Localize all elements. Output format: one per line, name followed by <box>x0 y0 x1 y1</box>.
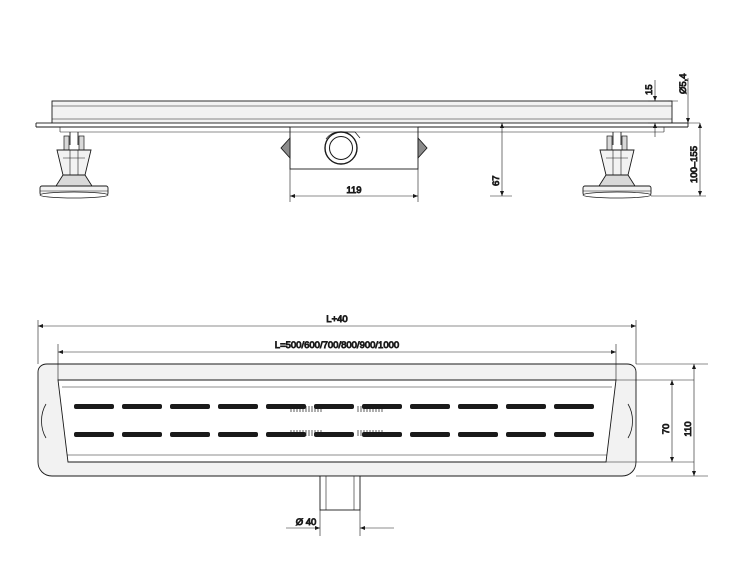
grate-slot <box>74 404 114 409</box>
dimension-label-110: 110 <box>683 421 694 437</box>
arrow-head <box>631 324 636 328</box>
grate-plate <box>58 380 616 462</box>
grate-slot <box>506 404 546 409</box>
housing-chamfer-right <box>418 138 427 158</box>
grate-slot <box>218 404 258 409</box>
grate-slot <box>458 404 498 409</box>
leg-right-bracket2 <box>622 136 627 150</box>
dimension-height-67 <box>490 123 512 196</box>
dimension-width-119 <box>290 169 418 202</box>
dimension-range-100-155 <box>651 123 706 196</box>
dimension-diameter-5-4 <box>678 73 690 123</box>
dimension-label-70: 70 <box>661 423 672 435</box>
arrow-head <box>692 364 696 369</box>
arrow-head <box>38 324 43 328</box>
arrow-head <box>653 123 657 128</box>
arrow-head <box>653 96 657 101</box>
grate-slot <box>218 432 258 437</box>
dimension-outlet-diameter <box>286 510 394 536</box>
support-leg-right <box>583 132 651 198</box>
grate-slot <box>122 404 162 409</box>
housing-chamfer-left <box>281 138 290 158</box>
dimension-label-15: 15 <box>644 84 655 95</box>
leg-left-bracket <box>64 136 69 150</box>
dimension-label-outlet-diameter: Ø 40 <box>295 517 317 528</box>
arrow-head <box>692 471 696 476</box>
arrow-head <box>698 191 702 196</box>
dimension-label-67: 67 <box>491 175 502 186</box>
leg-right-body <box>600 150 634 175</box>
grate-slot <box>410 404 450 409</box>
arrow-head <box>58 350 63 354</box>
grate-slot <box>554 432 594 437</box>
arrow-head <box>290 194 295 198</box>
grate-slot <box>458 432 498 437</box>
grate-slot <box>410 432 450 437</box>
outlet-spigot <box>320 476 360 510</box>
leg-left-base-ellipse <box>40 192 108 198</box>
arrow-head <box>360 526 365 530</box>
arrow-head <box>500 191 504 196</box>
arrow-head <box>413 194 418 198</box>
dimension-overall-length <box>38 314 636 364</box>
grate-slot <box>506 432 546 437</box>
grate-slot <box>122 432 162 437</box>
leg-left-foot-cone <box>56 175 92 186</box>
dimension-label-100-155: 100–155 <box>689 146 700 183</box>
front-elevation-view <box>36 73 706 202</box>
arrow-head <box>698 123 702 128</box>
leg-left-bracket2 <box>79 136 84 150</box>
arrow-head <box>686 118 690 123</box>
arrow-head <box>670 380 674 385</box>
leg-right-foot-cone <box>599 175 635 186</box>
grate-slot <box>314 404 354 409</box>
leg-right-bracket <box>607 136 612 150</box>
arrow-head <box>500 123 504 128</box>
grate-slot <box>314 432 354 437</box>
dimension-label-diameter: Ø5,4 <box>678 73 689 94</box>
dimension-label-119: 119 <box>346 185 362 196</box>
arrow-head <box>670 457 674 462</box>
leg-right-base-ellipse <box>583 192 651 198</box>
leg-left-body <box>57 150 91 175</box>
dimension-label-L-options: L=500/600/700/800/900/1000 <box>274 340 400 351</box>
grate-slot <box>554 404 594 409</box>
arrow-head <box>611 350 616 354</box>
plan-view <box>38 314 708 536</box>
channel-body-profile <box>52 101 672 123</box>
support-leg-left <box>40 132 108 198</box>
grate-slot <box>74 432 114 437</box>
grate-slot <box>170 432 210 437</box>
outlet-circle-inner <box>330 137 353 160</box>
grate-slot <box>170 404 210 409</box>
dimension-label-L40: L+40 <box>326 314 348 325</box>
